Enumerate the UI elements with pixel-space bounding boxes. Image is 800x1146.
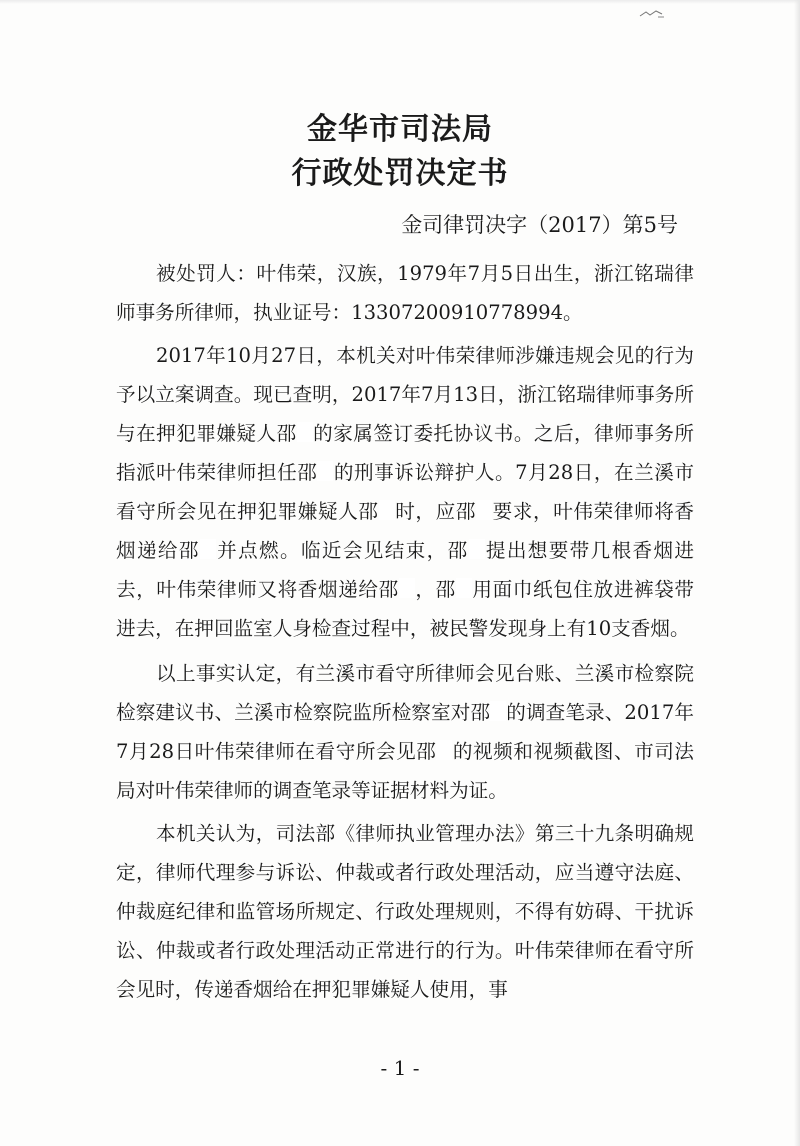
evidence-text: 的调查笔录、2017年7月28日叶伟荣律师在看守所会见邵 [116,701,694,763]
facts-text: 的家属签订委托协议书。之后，律师事务所指派叶伟荣律师担任邵 [116,422,695,484]
redaction-mark [456,578,472,598]
facts-text: 2017年10月27日，本机关对叶伟荣律师涉嫌违规会见的行为予以立案调查。现已查明，2017年7月13日，浙江铭瑞律师事务所与在押犯罪嫌疑人邵 [116,344,694,445]
scan-mark-icon [638,8,666,20]
facts-text: ，邵 [414,578,456,601]
redaction-mark [476,500,492,520]
evidence-text: 的视频和视频截图、市司法局对叶伟荣律师的调查笔录等证据材料为证。 [116,740,694,802]
redaction-mark [436,740,452,760]
document-body [116,254,694,1009]
redaction-mark [399,578,415,598]
facts-text: 要求，叶伟荣律师将香烟递给邵 [116,500,695,562]
document-number: 金司律罚决字（2017）第5号 [401,213,678,237]
redaction-mark [200,539,216,559]
redaction-mark [317,461,333,481]
facts-text: 并点燃。临近会见结束，邵 [215,539,469,562]
paragraph-party: 被处罚人：叶伟荣，汉族，1979年7月5日出生，浙江铭瑞律师事务所律师，执业证号：13307200910778994。 [116,262,694,324]
page-number: - 1 - [380,1056,420,1080]
redaction-mark [379,500,395,520]
facts-text: 提出想要带几根香烟进去，叶伟荣律师又将香烟递给邵 [116,539,695,601]
evidence-text: 以上事实认定，有兰溪市看守所律师会见台账、兰溪市检察院检察建议书、兰溪市检察院监所检察室对邵 [116,662,694,724]
facts-text: 的刑事诉讼辩护人。7月28日，在兰溪市看守所会见在押犯罪嫌疑人邵 [116,461,695,523]
redaction-mark [297,422,313,442]
facts-text: 用面巾纸包住放进裤袋带进去，在押回监室人身检查过程中，被民警发现身上有10支香烟。 [116,578,695,640]
document-title: 行政处罚决定书 [291,156,509,191]
redaction-mark [469,539,485,559]
redaction-mark [490,701,506,721]
facts-text: 时，应邵 [394,500,477,523]
issuer-title: 金华市司法局 [307,112,493,147]
paragraph-evidence [116,654,694,810]
paragraph-legal-basis: 本机关认为，司法部《律师执业管理办法》第三十九条明确规定，律师代理参与诉讼、仲裁或者行政处理活动，应当遵守法庭、仲裁庭纪律和监管场所规定、行政处理规则，不得有妨碍、干扰诉讼、仲裁或者行政处理活动正常进行的行为。叶伟荣律师在看守所会见时，传递香烟给在押犯罪嫌疑人使用，事 [116,822,694,1001]
scan-edge [0,0,800,4]
paragraph-facts [116,336,694,648]
